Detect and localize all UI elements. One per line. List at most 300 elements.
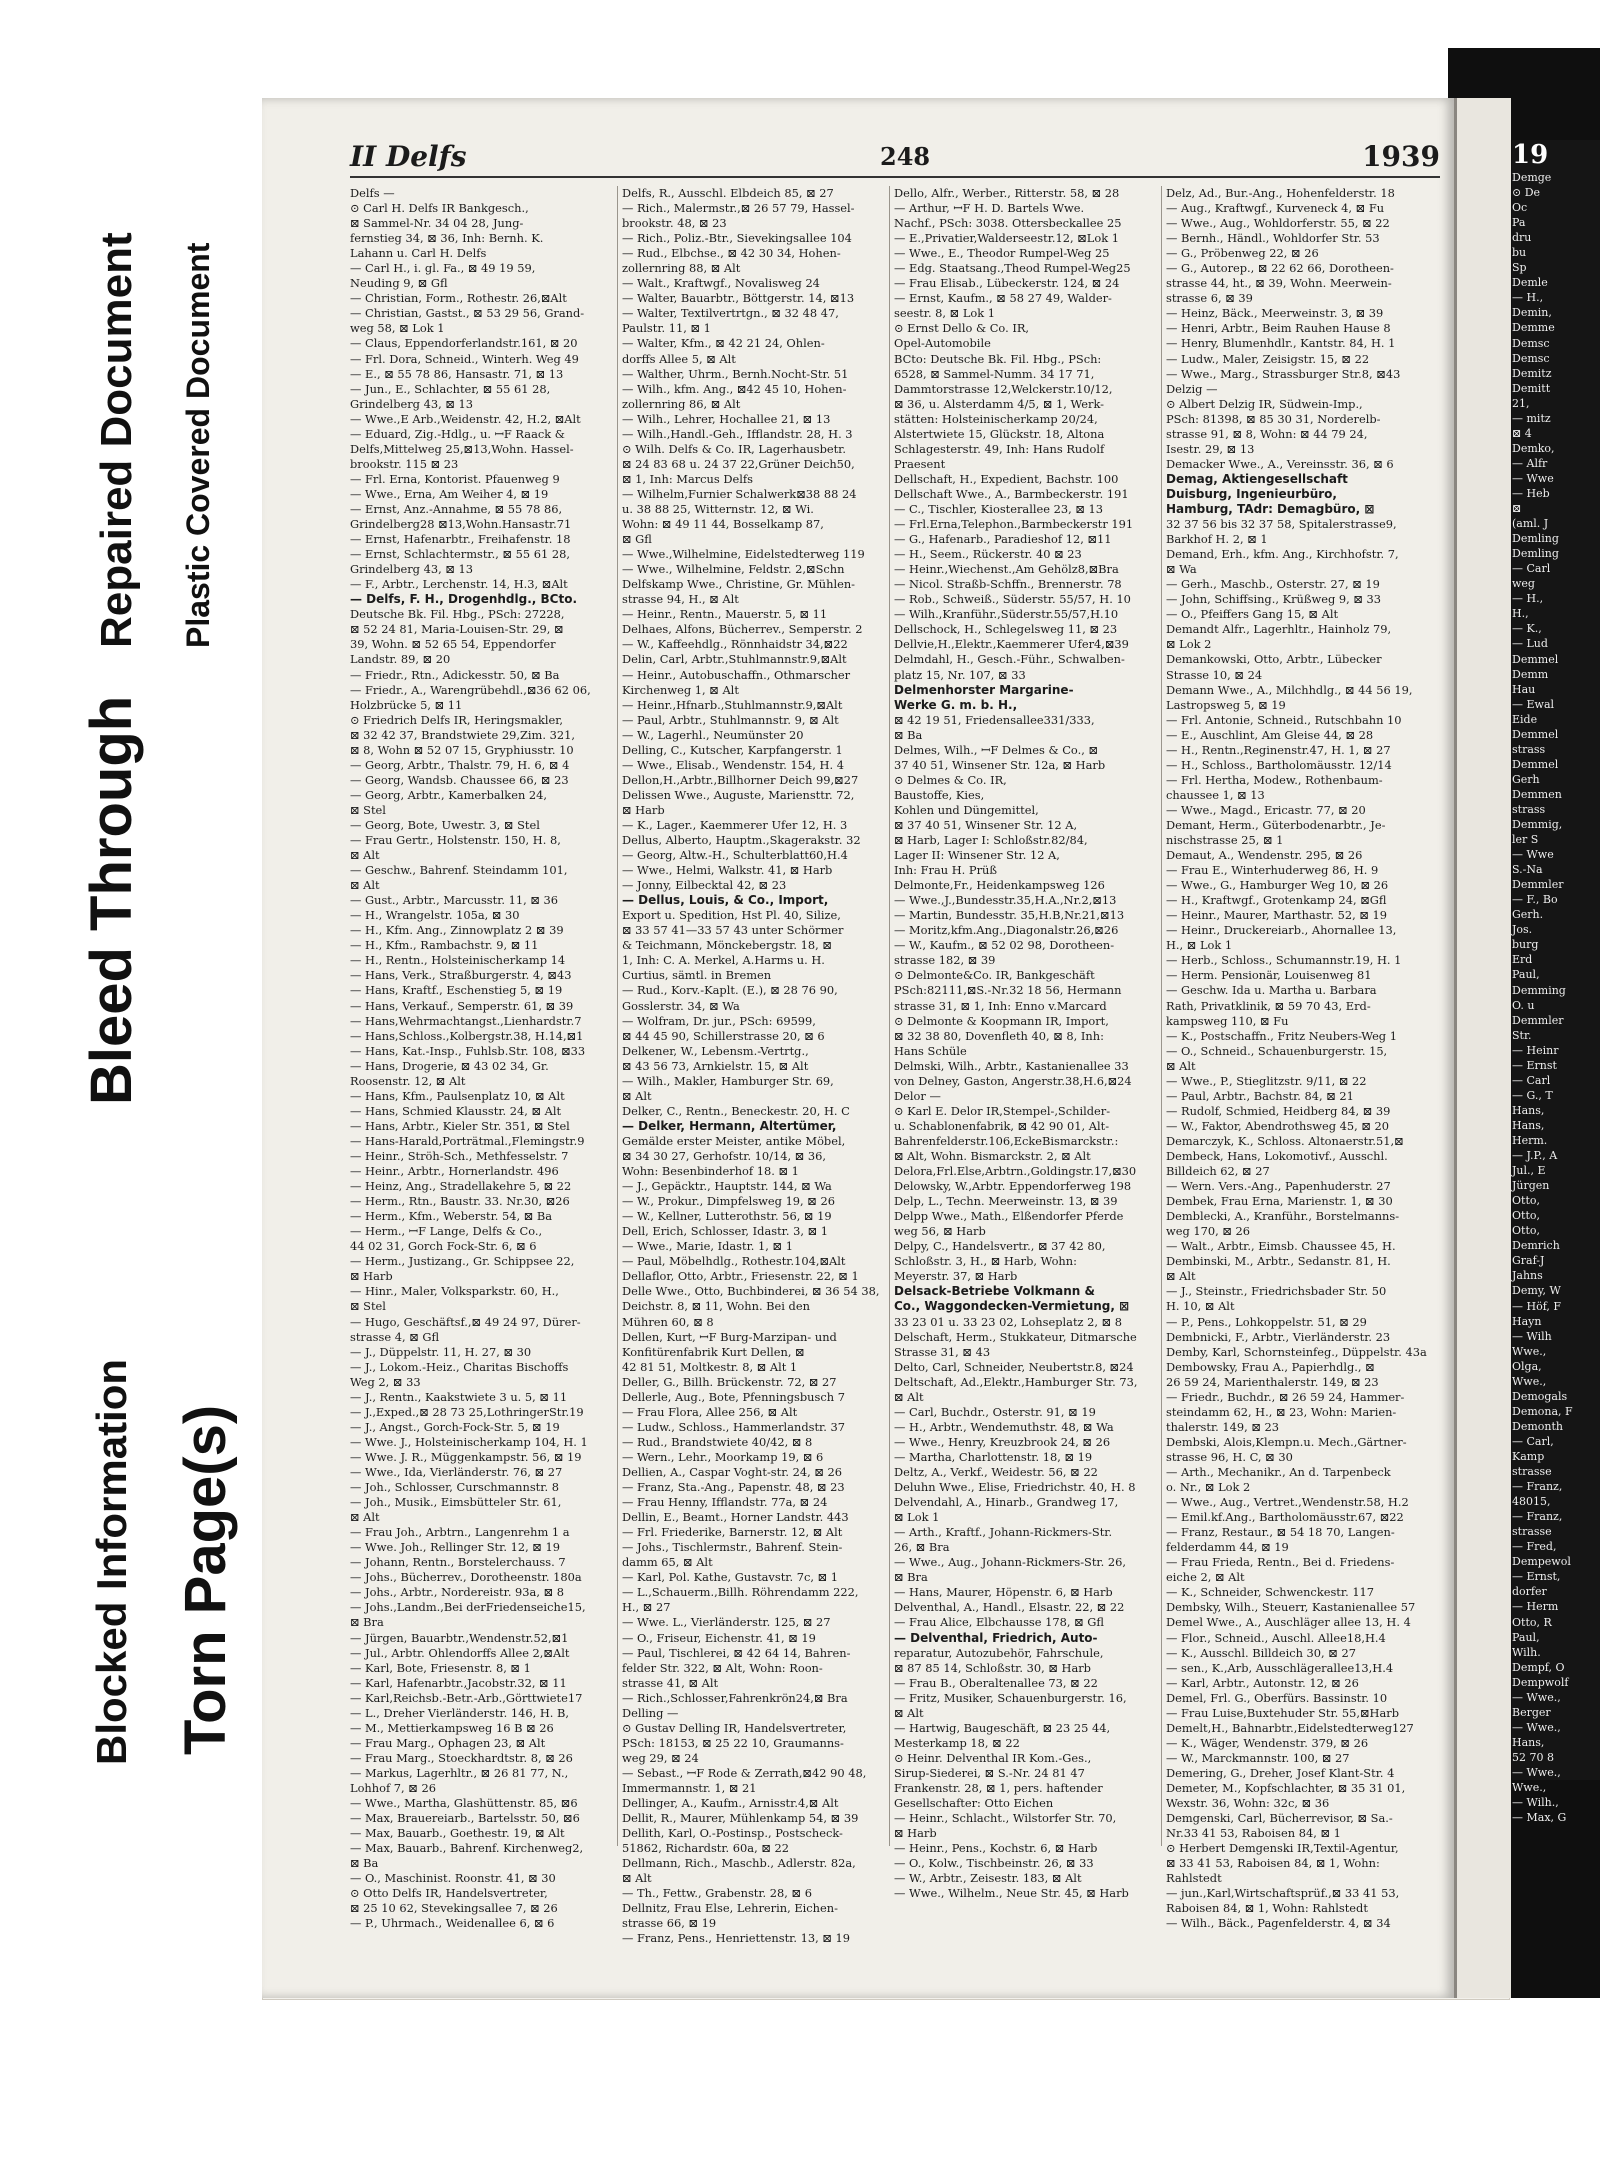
directory-entry-line: — Wwe.,Wilhelmine, Eidelstedterweg 119: [622, 547, 865, 562]
directory-entry-line: ⊠ Gfl: [622, 532, 652, 547]
adjacent-line: Dempewol: [1512, 1555, 1571, 1569]
directory-entry-line: — Heinr., Autobuschaffn., Othmarscher: [622, 667, 851, 682]
directory-entry-line: Co., Waggondecken-Vermietung, ⊠: [894, 1299, 1130, 1314]
directory-entry-line: Delissen Wwe., Auguste, Mariensttr. 72,: [622, 787, 855, 802]
adjacent-line: (aml. J: [1512, 517, 1549, 531]
label-blocked-information: Blocked Information: [88, 1358, 135, 1765]
directory-entry-line: strasse 91, ⊠ 8, Wohn: ⊠ 44 79 24,: [1166, 426, 1368, 441]
adjacent-line: — Carl: [1512, 562, 1551, 576]
directory-entry-line: — Henri, Arbtr., Beim Rauhen Hause 8: [1166, 321, 1391, 336]
directory-entry-line: Demand, Erh., kfm. Ang., Kirchhofstr. 7,: [1166, 547, 1399, 562]
directory-entry-line: — C., Tischler, Kiosterallee 23, ⊠ 13: [894, 501, 1103, 516]
adjacent-line: Demmig,: [1512, 818, 1563, 832]
directory-entry-line: — H., Kfm., Rambachstr. 9, ⊠ 11: [350, 938, 539, 953]
directory-entry-line: ⊠ Wa: [1166, 562, 1197, 577]
directory-entry-line: — Arth., Mechanikr., An d. Tarpenbeck: [1166, 1464, 1391, 1479]
directory-entry-line: Delto, Carl, Schneider, Neubertstr.8, ⊠24: [894, 1359, 1134, 1374]
adjacent-line: — Wilh.,: [1512, 1796, 1559, 1810]
directory-entry-line: weg 170, ⊠ 26: [1166, 1224, 1251, 1239]
directory-entry-line: — Rud., Brandstwiete 40/42, ⊠ 8: [622, 1434, 813, 1449]
directory-entry-line: Nr.33 41 53, Raboisen 84, ⊠ 1: [1166, 1826, 1341, 1841]
directory-entry-line: ⊠ 43 56 73, Arnkielstr. 15, ⊠ Alt: [622, 1058, 809, 1073]
directory-entry-line: — Wwe.,E Arb.,Weidenstr. 42, H.2, ⊠Alt: [350, 411, 581, 426]
directory-entry-line: Deutsche Bk. Fil. Hbg., PSch: 27228,: [350, 607, 565, 622]
directory-entry-line: — F., Arbtr., Lerchenstr. 14, H.3, ⊠Alt: [350, 577, 568, 592]
directory-entry-line: Schloßstr. 3, H., ⊠ Harb, Wohn:: [894, 1254, 1077, 1269]
directory-entry-line: ⊙ Albert Delzig IR, Südwein-Imp.,: [1166, 396, 1363, 411]
directory-entry-line: — J., Steinstr., Friedrichsbader Str. 50: [1166, 1284, 1387, 1299]
directory-entry-line: — E., Auschlint, Am Gleise 44, ⊠ 28: [1166, 727, 1374, 742]
running-head: II Delfs: [350, 140, 467, 173]
directory-entry-line: Sirup-Siederei, ⊠ S.-Nr. 24 81 47: [894, 1765, 1085, 1780]
adjacent-line: Demmel: [1512, 652, 1559, 666]
directory-entry-line: Dellit, R., Maurer, Mühlenkamp 54, ⊠ 39: [622, 1811, 859, 1826]
directory-entry-line: — Rob., Schweiß., Süderstr. 55/57, H. 10: [894, 592, 1131, 607]
directory-entry-line: — Frau Marg., Ophagen 23, ⊠ Alt: [350, 1735, 546, 1750]
directory-entry-line: strasse 182, ⊠ 39: [894, 953, 996, 968]
directory-entry-line: — Heinr.,Wiechenst.,Am Gehölz8,⊠Bra: [894, 562, 1119, 577]
directory-entry-line: Gesellschafter: Otto Eichen: [894, 1796, 1054, 1811]
directory-entry-line: — O., Pfeiffers Gang 15, ⊠ Alt: [1166, 607, 1339, 622]
directory-entry-line: ⊠ Alt: [1166, 1058, 1196, 1073]
directory-entry-line: brookstr. 115 ⊠ 23: [350, 456, 459, 471]
adjacent-line: strasse: [1512, 1465, 1552, 1479]
directory-entry-line: kampsweg 110, ⊠ Fu: [1166, 1013, 1289, 1028]
directory-entry-line: — Georg, Wandsb. Chaussee 66, ⊠ 23: [350, 772, 569, 787]
directory-entry-line: zollernring 88, ⊠ Alt: [622, 261, 741, 276]
directory-entry-line: Neuding 9, ⊠ Gfl: [350, 276, 448, 291]
directory-entry-line: — Arth., Kraftf., Johann-Rickmers-Str.: [894, 1525, 1113, 1540]
directory-entry-line: ⊙ Ernst Dello & Co. IR,: [894, 321, 1030, 336]
directory-entry-line: reparatur, Autozubehör, Fahrschule,: [894, 1645, 1104, 1660]
directory-entry-line: Dembeck, Hans, Lokomotivf., Ausschl.: [1166, 1149, 1388, 1163]
directory-entry-line: — Herm., ꟷF Lange, Delfs & Co.,: [350, 1224, 543, 1239]
directory-entry-line: Delmes, Wilh., ꟷF Delmes & Co., ⊠: [894, 742, 1098, 757]
directory-entry-line: — Walt., Kraftwgf., Novalisweg 24: [622, 276, 820, 291]
adjacent-line: — F., Bo: [1512, 893, 1558, 907]
directory-entry-line: Inh: Frau H. Prüß: [894, 863, 997, 878]
directory-entry-line: — Paul, Arbtr., Bachstr. 84, ⊠ 21: [1166, 1088, 1354, 1103]
directory-entry-line: — J., Düppelstr. 11, H. 27, ⊠ 30: [350, 1344, 532, 1359]
directory-entry-line: ⊠ 34 30 27, Gerhofstr. 10/14, ⊠ 36,: [622, 1149, 827, 1163]
directory-entry-line: Delvendahl, A., Hinarb., Grandweg 17,: [894, 1495, 1119, 1510]
directory-entry-line: — Joh., Schlosser, Curschmannstr. 8: [350, 1480, 559, 1495]
adjacent-line: 48015,: [1512, 1495, 1551, 1509]
directory-entry-line: — Herb., Schloss., Schumannstr.19, H. 1: [1166, 953, 1402, 968]
directory-entry-line: — Claus, Eppendorferlandstr.161, ⊠ 20: [350, 336, 578, 351]
adjacent-line: strasse: [1512, 1525, 1552, 1539]
directory-entry-line: Rahlstedt: [1166, 1871, 1222, 1886]
label-plastic-covered-document: Plastic Covered Document: [180, 242, 216, 648]
directory-entry-line: — Karl, Pol. Kathe, Gustavstr. 7c, ⊠ 1: [622, 1570, 839, 1585]
directory-entry-line: ⊠ Harb: [350, 1269, 393, 1284]
condition-labels: [0, 0, 262, 2177]
directory-entry-line: — Johs.,Landm.,Bei derFriedenseiche15,: [350, 1600, 586, 1615]
directory-entry-line: — Wern., Lehr., Moorkamp 19, ⊠ 6: [622, 1449, 824, 1464]
adjacent-line: Paul,: [1512, 1630, 1540, 1644]
directory-entry-line: ⊠ Stel: [350, 1299, 386, 1314]
adjacent-line: Hans,: [1512, 1103, 1545, 1117]
directory-entry-line: — Wwe., Aug., Vertret.,Wendenstr.58, H.2: [1166, 1495, 1409, 1510]
adjacent-line: Otto, R: [1512, 1615, 1552, 1629]
directory-entry-line: — Jonny, Eilbecktal 42, ⊠ 23: [622, 878, 787, 893]
directory-entry-line: — Wwe., G., Hamburger Weg 10, ⊠ 26: [1166, 878, 1389, 893]
adjacent-line: Olga,: [1512, 1359, 1542, 1373]
adjacent-line: Herm.: [1512, 1134, 1548, 1147]
directory-entry-line: — Friedr., Buchdr., ⊠ 26 59 24, Hammer-: [1166, 1389, 1405, 1404]
directory-entry-line: Grindelberg28 ⊠13,Wohn.Hansastr.71: [350, 517, 572, 532]
directory-entry-line: Strasse 10, ⊠ 24: [1166, 667, 1263, 682]
directory-entry-line: — K., Schneider, Schwenckestr. 117: [1166, 1585, 1375, 1600]
directory-entry-line: — Wwe., P., Stieglitzstr. 9/11, ⊠ 22: [1166, 1073, 1367, 1088]
directory-entry-line: — L., Dreher Vierländerstr. 146, H. B,: [350, 1705, 570, 1720]
adjacent-line: — Heb: [1512, 486, 1550, 500]
adjacent-line: dorfer: [1512, 1585, 1547, 1599]
directory-entry-line: Demankowski, Otto, Arbtr., Lübecker: [1166, 652, 1382, 667]
directory-entry-line: Delfs,Mittelweg 25,⊠13,Wohn. Hassel-: [350, 441, 574, 456]
directory-entry-line: — Hans, Kat.-Insp., Fuhlsb.Str. 108, ⊠33: [350, 1043, 586, 1058]
directory-entry-line: ⊠ 32 42 37, Brandstwiete 29,Zim. 321,: [350, 727, 575, 742]
directory-entry-line: — Wilh., Bäck., Pagenfelderstr. 4, ⊠ 34: [1166, 1916, 1391, 1931]
directory-entry-line: strasse 31, ⊠ 1, Inh: Enno v.Marcard: [894, 998, 1107, 1013]
adjacent-line: Erd: [1512, 953, 1533, 967]
directory-entry-line: — P., Pens., Lohkoppelstr. 51, ⊠ 29: [1166, 1314, 1367, 1329]
adjacent-line: Demona, F: [1512, 1404, 1573, 1418]
directory-entry-line: Mesterkamp 18, ⊠ 22: [894, 1735, 1020, 1750]
directory-entry-line: Dello, Alfr., Werber., Ritterstr. 58, ⊠ 28: [894, 186, 1120, 200]
directory-entry-line: ⊠ Alt: [894, 1389, 924, 1404]
directory-entry-line: — Ernst, Hafenarbtr., Freihafenstr. 18: [350, 532, 571, 547]
directory-entry-line: Lager II: Winsener Str. 12 A,: [894, 848, 1060, 863]
directory-entry-line: — Edg. Staatsang.,Theod Rumpel-Weg25: [894, 261, 1131, 276]
directory-entry-line: eiche 2, ⊠ Alt: [1166, 1570, 1245, 1585]
directory-entry-line: Delfskamp Wwe., Christine, Gr. Mühlen-: [622, 577, 856, 592]
directory-entry-line: Demelt,H., Bahnarbtr.,Eidelstedterweg127: [1166, 1720, 1414, 1735]
directory-entry-line: ⊠ Alt: [622, 1088, 652, 1103]
directory-entry-line: — Wilh., Makler, Hamburger Str. 69,: [622, 1073, 834, 1088]
directory-entry-line: — Ludw., Maler, Zeisigstr. 15, ⊠ 22: [1166, 351, 1370, 366]
directory-entry-line: — Gerh., Maschb., Osterstr. 27, ⊠ 19: [1166, 577, 1380, 592]
adjacent-line: — Herm: [1512, 1600, 1559, 1614]
directory-entry-line: — Christian, Form., Rothestr. 26,⊠Alt: [350, 291, 567, 306]
directory-entry-line: — W., Arbtr., Zeisestr. 183, ⊠ Alt: [894, 1871, 1082, 1886]
adjacent-line: Demling: [1512, 532, 1559, 546]
directory-entry-line: Wohn: Besenbinderhof 18. ⊠ 1: [622, 1164, 799, 1179]
adjacent-line: dru: [1512, 231, 1532, 245]
directory-entry-line: — Walter, Bauarbtr., Böttgerstr. 14, ⊠13: [622, 291, 855, 306]
adjacent-line: Wwe.,: [1512, 1344, 1547, 1358]
directory-entry-line: — O., Maschinist. Roonstr. 41, ⊠ 30: [350, 1871, 556, 1886]
directory-entry-line: Demeter, M., Kopfschlachter, ⊠ 35 31 01,: [1166, 1780, 1406, 1795]
directory-entry-line: — Th., Fettw., Grabenstr. 28, ⊠ 6: [622, 1886, 812, 1901]
adjacent-year: 19: [1512, 140, 1549, 170]
directory-entry-line: Schlagesterstr. 49, Inh: Hans Rudolf: [894, 441, 1105, 456]
directory-entry-line: Demel Wwe., A., Auschläger allee 13, H. 4: [1166, 1615, 1411, 1630]
directory-entry-line: — Frau Elisab., Lübeckerstr. 124, ⊠ 24: [894, 276, 1120, 291]
directory-entry-line: — H., Schloss., Bartholomäusstr. 12/14: [1166, 757, 1392, 772]
directory-entry-line: — Wwe. J., Holsteinischerkamp 104, H. 1: [350, 1434, 588, 1449]
directory-entry-line: dorffs Allee 5, ⊠ Alt: [622, 351, 736, 366]
directory-entry-line: platz 15, Nr. 107, ⊠ 33: [894, 667, 1026, 682]
adjacent-line: Gerh: [1512, 772, 1540, 786]
directory-entry-line: Konfitürenfabrik Kurt Dellen, ⊠: [622, 1344, 805, 1359]
directory-entry-line: chaussee 1, ⊠ 13: [1166, 787, 1265, 802]
directory-entry-line: — Frau Gertr., Holstenstr. 150, H. 8,: [350, 833, 561, 848]
directory-entry-line: — K., Ausschl. Billdeich 30, ⊠ 27: [1166, 1645, 1356, 1660]
directory-entry-line: ⊠ Lok 2: [1166, 637, 1212, 652]
directory-entry-line: Dellin, E., Beamt., Horner Landstr. 443: [622, 1510, 849, 1525]
directory-entry-line: — Walter, Textilvertrtgn., ⊠ 32 48 47,: [622, 306, 839, 321]
directory-entry-line: ⊠ Alt: [894, 1705, 924, 1720]
directory-entry-line: Delin, Carl, Arbtr.,Stuhlmannstr.9,⊠Alt: [622, 652, 847, 667]
directory-entry-line: ⊙ Karl E. Delor IR,Stempel-,Schilder-: [894, 1103, 1111, 1118]
adjacent-line: Graf-J: [1512, 1254, 1545, 1268]
adjacent-line: strass: [1512, 742, 1546, 756]
directory-entry-line: ⊠ 25 10 62, Stevekingsallee 7, ⊠ 26: [350, 1901, 558, 1916]
directory-entry-line: Delle Wwe., Otto, Buchbinderei, ⊠ 36 54 38,: [622, 1284, 880, 1299]
directory-entry-line: — Rud., Korv.-Kaplt. (E.), ⊠ 28 76 90,: [622, 983, 838, 998]
adjacent-line: Pa: [1512, 216, 1526, 230]
directory-entry-line: — Johs., Tischlermstr., Bahrenf. Stein-: [622, 1540, 843, 1555]
adjacent-line: Paul,: [1512, 968, 1540, 982]
directory-entry-line: — G., Pröbenweg 22, ⊠ 26: [1166, 246, 1319, 261]
header-rule: [350, 176, 1440, 178]
directory-entry-line: Demby, Karl, Schornsteinfeg., Düppelstr. 43a: [1166, 1344, 1427, 1359]
directory-entry-line: — Dellus, Louis, & Co., Import,: [622, 893, 829, 908]
directory-entry-line: — Georg, Bote, Uwestr. 3, ⊠ Stel: [350, 817, 540, 832]
directory-entry-line: — Hans, Kraftf., Eschenstieg 5, ⊠ 19: [350, 983, 563, 998]
adjacent-line: Jürgen: [1512, 1179, 1550, 1193]
directory-entry-line: weg 56, ⊠ Harb: [894, 1224, 986, 1239]
directory-entry-line: 26, ⊠ Bra: [894, 1540, 950, 1555]
adjacent-line: Demge: [1512, 171, 1552, 184]
directory-entry-line: 51862, Richardstr. 60a, ⊠ 22: [622, 1841, 789, 1856]
directory-entry-line: Dellschaft, H., Expedient, Bachstr. 100: [894, 471, 1119, 486]
adjacent-line: Demko,: [1512, 441, 1555, 455]
directory-entry-line: — Hartwig, Baugeschäft, ⊠ 23 25 44,: [894, 1720, 1111, 1735]
adjacent-line: — J.P., A: [1512, 1149, 1558, 1163]
directory-entry-line: u. 38 88 25, Witternstr. 12, ⊠ Wi.: [622, 501, 814, 516]
directory-entry-line: — Max, Brauereiarb., Bartelsstr. 50, ⊠6: [350, 1811, 580, 1826]
adjacent-line: Hau: [1512, 682, 1536, 696]
directory-entry-line: — Max, Bauarb., Goethestr. 19, ⊠ Alt: [350, 1826, 565, 1841]
page-gutter: [1454, 98, 1511, 1998]
directory-entry-line: — Frau B., Oberaltenallee 73, ⊠ 22: [894, 1675, 1098, 1690]
directory-entry-line: — Walter, Kfm., ⊠ 42 21 24, Ohlen-: [622, 336, 825, 351]
adjacent-line: Jos.: [1512, 923, 1533, 937]
directory-entry-line: — Wilh., kfm. Ang., ⊠42 45 10, Hohen-: [622, 381, 847, 396]
directory-entry-line: — H., Rentn.,Reginenstr.47, H. 1, ⊠ 27: [1166, 742, 1391, 757]
directory-entry-line: Bahrenfelderstr.106,EckeBismarckstr.:: [894, 1133, 1119, 1148]
adjacent-line: — Max, G: [1512, 1811, 1567, 1825]
directory-entry-line: — J., Rentn., Kaakstwiete 3 u. 5, ⊠ 11: [350, 1389, 568, 1404]
directory-entry-line: ⊠ Sammel-Nr. 34 04 28, Jung-: [350, 216, 524, 231]
adjacent-line: — Ernst,: [1512, 1570, 1561, 1584]
directory-entry-line: felderdamm 44, ⊠ 19: [1166, 1540, 1289, 1555]
directory-entry-line: Deller, G., Billh. Brückenstr. 72, ⊠ 27: [622, 1374, 837, 1389]
adjacent-line: — Heinr: [1512, 1043, 1559, 1057]
directory-entry-line: Dembski, Alois,Klempn.u. Mech.,Gärtner-: [1166, 1434, 1407, 1449]
directory-entry-line: — Markus, Lagerhltr., ⊠ 26 81 77, N.,: [350, 1765, 569, 1780]
directory-entry-line: Delhaes, Alfons, Bücherrev., Semperstr. 2: [622, 622, 863, 637]
directory-entry-line: — Rich., Poliz.-Btr., Sievekingsallee 104: [622, 231, 852, 246]
directory-entry-line: fernstieg 34, ⊠ 36, Inh: Bernh. K.: [350, 231, 544, 246]
directory-entry-line: weg 58, ⊠ Lok 1: [350, 321, 445, 336]
directory-entry-line: ⊠ 24 83 68 u. 24 37 22,Grüner Deich50,: [622, 456, 855, 471]
directory-entry-line: — W., Prokur., Dimpfelsweg 19, ⊠ 26: [622, 1194, 835, 1209]
adjacent-line: Jahns: [1512, 1269, 1543, 1283]
directory-entry-line: Raboisen 84, ⊠ 1, Wohn: Rahlstedt: [1166, 1901, 1368, 1916]
directory-entry-line: Kirchenweg 1, ⊠ Alt: [622, 682, 739, 697]
directory-entry-line: — Walther, Uhrm., Bernh.Nocht-Str. 51: [622, 366, 849, 381]
directory-entry-line: — Wwe. Joh., Rellinger Str. 12, ⊠ 19: [350, 1540, 560, 1555]
directory-entry-line: Dell, Erich, Schlosser, Idastr. 3, ⊠ 1: [622, 1224, 828, 1239]
adjacent-line: Jul., E: [1512, 1164, 1546, 1178]
directory-entry-line: — E.,Privatier,Walderseestr.12, ⊠Lok 1: [894, 231, 1119, 246]
directory-entry-line: ⊠ 1, Inh: Marcus Delfs: [622, 471, 753, 486]
directory-entry-line: — Delfs, F. H., Drogenhdlg., BCto.: [350, 592, 578, 607]
adjacent-line: Gerh.: [1512, 908, 1544, 922]
directory-entry-line: Dellnitz, Frau Else, Lehrerin, Eichen-: [622, 1901, 838, 1916]
directory-entry-line: — G., Autorep., ⊠ 22 62 66, Dorotheen-: [1166, 261, 1394, 276]
directory-entry-line: — W., Faktor, Abendrothsweg 45, ⊠ 20: [1166, 1118, 1390, 1133]
directory-entry-line: — Delventhal, Friedrich, Auto-: [894, 1630, 1098, 1645]
directory-entry-line: Duisburg, Ingenieurbüro,: [1166, 486, 1337, 501]
directory-entry-line: 32 37 56 bis 32 37 58, Spitalerstrasse9,: [1166, 517, 1397, 532]
directory-entry-line: Hans Schüle: [894, 1043, 967, 1058]
adjacent-line: — Franz,: [1512, 1510, 1563, 1524]
directory-entry-line: — Wwe., Martha, Glashüttenstr. 85, ⊠6: [350, 1796, 578, 1811]
directory-entry-line: Delfs —: [350, 186, 395, 200]
directory-entry-line: — Heinr., Ströh-Sch., Methfesselstr. 7: [350, 1149, 569, 1163]
directory-entry-line: — Henry, Blumenhdlr., Kantstr. 84, H. 1: [1166, 336, 1396, 351]
adjacent-line: Demrich: [1512, 1239, 1560, 1253]
directory-entry-line: — Carl, Buchdr., Osterstr. 91, ⊠ 19: [894, 1404, 1096, 1419]
directory-entry-line: Delventhal, A., Handl., Elsastr. 22, ⊠ 22: [894, 1600, 1125, 1615]
directory-entry-line: — K., Postschaffn., Fritz Neubers-Weg 1: [1166, 1028, 1397, 1043]
directory-entry-line: — Wwe., Erna, Am Weiher 4, ⊠ 19: [350, 486, 549, 501]
directory-entry-line: — Frau Frieda, Rentn., Bei d. Friedens-: [1166, 1555, 1395, 1570]
directory-entry-line: — Bernh., Händl., Wohldorfer Str. 53: [1166, 231, 1380, 246]
directory-entry-line: — Hans, Maurer, Höpenstr. 6, ⊠ Harb: [894, 1585, 1113, 1600]
directory-entry-line: ⊠ Ba: [894, 727, 923, 742]
directory-entry-line: Deltschaft, Ad.,Elektr.,Hamburger Str. 73,: [894, 1374, 1138, 1389]
directory-entry-line: Dembnicki, F., Arbtr., Vierländerstr. 23: [1166, 1329, 1391, 1344]
column-3: [894, 186, 1156, 1901]
directory-entry-line: Demag, Aktiengesellschaft: [1166, 471, 1348, 486]
adjacent-line: H.,: [1512, 607, 1529, 621]
directory-entry-line: 42 81 51, Moltkestr. 8, ⊠ Alt 1: [622, 1359, 798, 1374]
directory-entry-line: — Christian, Gastst., ⊠ 53 29 56, Grand-: [350, 306, 585, 321]
directory-entry-line: — Frl. Erna, Kontorist. Pfauenweg 9: [350, 471, 560, 486]
adjacent-line: Otto,: [1512, 1209, 1540, 1223]
adjacent-line: burg: [1512, 938, 1539, 952]
adjacent-line: ⊠: [1512, 502, 1522, 516]
label-torn-pages: Torn Page(s): [173, 1404, 238, 1755]
directory-entry-line: — Frau Alice, Elbchausse 178, ⊠ Gfl: [894, 1615, 1104, 1630]
adjacent-line: Eide: [1512, 712, 1538, 726]
directory-entry-line: Alstertwiete 15, Glückstr. 18, Altona: [894, 426, 1105, 441]
directory-entry-line: — Hans, Arbtr., Kieler Str. 351, ⊠ Stel: [350, 1118, 570, 1133]
directory-entry-line: Demel, Frl. G., Oberfürs. Bassinstr. 10: [1166, 1690, 1388, 1705]
directory-entry-line: — Emil.kf.Ang., Bartholomäusstr.67, ⊠22: [1166, 1510, 1404, 1525]
directory-entry-line: zollernring 86, ⊠ Alt: [622, 396, 741, 411]
directory-entry-line: — Heinr., Pens., Kochstr. 6, ⊠ Harb: [894, 1841, 1098, 1856]
adjacent-line: O. u: [1512, 998, 1535, 1012]
directory-entry-line: — J.,Exped.,⊠ 28 73 25,LothringerStr.19: [350, 1404, 584, 1419]
directory-entry-line: — Frl. Friederike, Barnerstr. 12, ⊠ Alt: [622, 1525, 843, 1540]
directory-entry-line: — Arthur, ꟷF H. D. Bartels Wwe.: [894, 201, 1085, 216]
page-header: [350, 140, 1440, 176]
directory-entry-line: — Karl, Hafenarbtr.,Jacobstr.32, ⊠ 11: [350, 1675, 567, 1690]
directory-entry-line: — Jun., E., Schlachter, ⊠ 55 61 28,: [350, 381, 551, 396]
directory-entry-line: Demarczyk, K., Schloss. Altonaerstr.51,⊠: [1166, 1133, 1404, 1148]
directory-entry-line: H. 10, ⊠ Alt: [1166, 1299, 1235, 1314]
directory-entry-line: strasse 6, ⊠ 39: [1166, 291, 1253, 306]
adjacent-line: ler S: [1512, 833, 1539, 847]
directory-entry-line: ⊠ Alt: [350, 848, 380, 863]
directory-entry-line: Delzig —: [1166, 381, 1218, 396]
directory-entry-line: — Rudolf, Schmied, Heidberg 84, ⊠ 39: [1166, 1103, 1391, 1118]
directory-entry-line: ⊙ Delmes & Co. IR,: [894, 772, 1007, 787]
directory-entry-line: — Wwe., Aug., Johann-Rickmers-Str. 26,: [894, 1555, 1126, 1570]
directory-entry-line: thalerstr. 149, ⊠ 23: [1166, 1419, 1280, 1434]
directory-entry-line: — Friedr., A., Warengrübehdl.,⊠36 62 06,: [350, 682, 591, 697]
adjacent-line: Demsc: [1512, 336, 1550, 350]
directory-entry-line: Delz, Ad., Bur.-Ang., Hohenfelderstr. 18: [1166, 186, 1395, 200]
directory-entry-line: — K., Lager., Kaemmerer Ufer 12, H. 3: [622, 817, 848, 832]
directory-entry-line: ⊙ Heinr. Delventhal IR Kom.-Ges.,: [894, 1750, 1092, 1765]
adjacent-line: — Wwe: [1512, 848, 1554, 862]
directory-entry-line: seestr. 8, ⊠ Lok 1: [894, 306, 996, 321]
directory-entry-line: weg 29, ⊠ 24: [622, 1750, 699, 1765]
adjacent-line: 21,: [1512, 396, 1530, 410]
directory-entry-line: — Wwe., Magd., Ericastr. 77, ⊠ 20: [1166, 802, 1366, 817]
directory-entry-line: — Frau Joh., Arbtrn., Langenrehm 1 a: [350, 1525, 570, 1540]
directory-entry-line: Praesent: [894, 456, 946, 471]
directory-entry-line: — Heinr., Rentn., Mauerstr. 5, ⊠ 11: [622, 607, 828, 622]
directory-entry-line: ⊠ 44 45 90, Schillerstrasse 20, ⊠ 6: [622, 1028, 825, 1043]
adjacent-line: — Lud: [1512, 637, 1548, 651]
directory-entry-line: Delschaft, Herm., Stukkateur, Ditmarsche: [894, 1329, 1137, 1344]
adjacent-line: Demsc: [1512, 351, 1550, 365]
directory-entry-line: — Moritz,kfm.Ang.,Diagonalstr.26,⊠26: [894, 923, 1119, 938]
directory-entry-line: Demaut, A., Wendenstr. 295, ⊠ 26: [1166, 848, 1363, 863]
directory-entry-line: Delmenhorster Margarine-: [894, 682, 1074, 697]
directory-entry-line: — H., Seem., Rückerstr. 40 ⊠ 23: [894, 547, 1082, 562]
directory-entry-line: — Ernst, Anz.-Annahme, ⊠ 55 78 86,: [350, 501, 563, 516]
adjacent-line: — Fred,: [1512, 1540, 1557, 1554]
directory-entry-line: Immermannstr. 1, ⊠ 21: [622, 1780, 757, 1795]
directory-entry-line: — Karl,Reichsb.-Betr.-Arb.,Görttwiete17: [350, 1690, 583, 1705]
adjacent-line: — Ernst: [1512, 1058, 1557, 1072]
directory-entry-line: 39, Wohn. ⊠ 52 65 54, Eppendorfer: [350, 637, 556, 652]
directory-entry-line: Dellschaft Wwe., A., Barmbeckerstr. 191: [894, 486, 1129, 501]
adjacent-line: Demogals: [1512, 1389, 1568, 1403]
adjacent-line: — Franz,: [1512, 1480, 1563, 1494]
directory-entry-line: Delling, C., Kutscher, Karpfangerstr. 1: [622, 742, 843, 757]
adjacent-line: — K.,: [1512, 622, 1542, 636]
adjacent-line: Oc: [1512, 201, 1528, 215]
directory-entry-line: Demacker Wwe., A., Vereinsstr. 36, ⊠ 6: [1166, 456, 1394, 471]
directory-entry-line: ⊠ 8, Wohn ⊠ 52 07 15, Gryphiusstr. 10: [350, 742, 574, 757]
adjacent-line: Kamp: [1512, 1449, 1545, 1463]
directory-entry-line: Delkener, W., Lebensm.-Vertrtg.,: [622, 1043, 809, 1058]
directory-entry-line: — Hans, Verk., Straßburgerstr. 4, ⊠43: [350, 968, 572, 983]
directory-entry-line: — Karl, Arbtr., Autonstr. 12, ⊠ 26: [1166, 1675, 1359, 1690]
directory-entry-line: Dembek, Frau Erna, Marienstr. 1, ⊠ 30: [1166, 1194, 1393, 1209]
directory-entry-line: — J., Angst., Gorch-Fock-Str. 5, ⊠ 19: [350, 1419, 560, 1434]
